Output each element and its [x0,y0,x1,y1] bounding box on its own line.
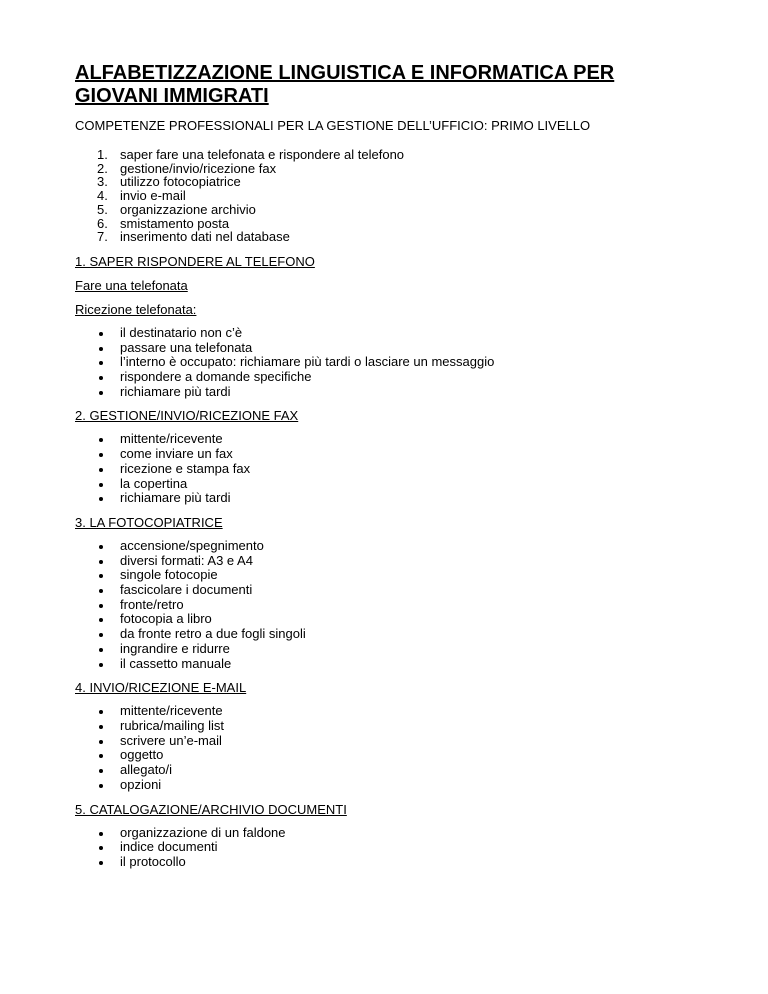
bullet-icon [99,347,103,351]
bullet-icon [99,648,103,652]
list-item [75,355,695,370]
list-item [75,657,695,672]
section-heading: 3. LA FOTOCOPIATRICE [75,514,223,530]
list-item [75,763,695,778]
list-item-text: mittente/ricevente [120,431,223,447]
outline-text: utilizzo fotocopiatrice [120,174,241,190]
outline-text: organizzazione archivio [120,201,256,217]
list-item-text: passare una telefonata [120,339,253,355]
list-item [75,385,695,400]
list-item-text: oggetto [120,747,164,763]
bullet-icon [99,769,103,773]
list-item [75,568,695,583]
list-item-text: indice documenti [120,839,218,855]
bullet-icon [99,560,103,564]
list-item [75,855,695,870]
list-item [75,462,695,477]
outline-item [75,217,695,231]
list-item-text: richiamare più tardi [120,490,231,506]
bullet-icon [99,574,103,578]
list-item [75,748,695,763]
subsection-heading: Fare una telefonata [75,277,188,293]
bullet-icon [99,754,103,758]
bullet-icon [99,545,103,549]
bullet-list [75,826,695,870]
list-item-text: organizzazione di un faldone [120,824,286,840]
section-heading: 2. GESTIONE/INVIO/RICEZIONE FAX [75,408,299,424]
list-item [75,598,695,613]
bullet-icon [99,725,103,729]
list-item [75,826,695,841]
document-page [75,62,695,879]
bullet-icon [99,832,103,836]
outline-number: 3. [97,174,108,190]
bullet-icon [99,663,103,667]
bullet-icon [99,468,103,472]
bullet-icon [99,846,103,850]
list-item [75,642,695,657]
bullet-icon [99,361,103,365]
list-item-text: rispondere a domande specifiche [120,369,312,385]
list-item [75,326,695,341]
list-item [75,447,695,462]
list-item-text: ingrandire e ridurre [120,640,230,656]
list-item-text: fronte/retro [120,596,184,612]
list-item-text: singole fotocopie [120,567,218,583]
list-item-text: rubrica/mailing list [120,717,225,733]
bullet-list [75,326,695,400]
bullet-icon [99,710,103,714]
list-item-text: il cassetto manuale [120,655,232,671]
list-item [75,840,695,855]
bullet-icon [99,861,103,865]
document-title: ALFABETIZZAZIONE LINGUISTICA E INFORMATICA PER GIOVANI IMMIGRATI [75,62,615,107]
bullet-list [75,539,695,671]
list-item [75,341,695,356]
outline-number: 4. [97,188,108,204]
outline-item [75,175,695,189]
outline-list [75,148,695,244]
outline-number: 1. [97,147,108,162]
outline-number: 5. [97,201,108,217]
list-item-text: fotocopia a libro [120,611,212,627]
bullet-icon [99,391,103,395]
section-heading: 1. SAPER RISPONDERE AL TELEFONO [75,253,315,269]
outline-number: 6. [97,215,108,231]
list-item [75,539,695,554]
outline-item [75,162,695,176]
section-heading: 4. INVIO/RICEZIONE E-MAIL [75,680,247,696]
list-item [75,734,695,749]
list-item [75,370,695,385]
list-item [75,778,695,793]
list-item-text: come inviare un fax [120,446,233,462]
document-subtitle: COMPETENZE PROFESSIONALI PER LA GESTIONE DELL’UFFICIO: PRIMO LIVELLO [75,118,591,133]
bullet-icon [99,497,103,501]
list-item-text: il destinatario non c’è [120,324,243,340]
bullet-icon [99,483,103,487]
list-item [75,554,695,569]
bullet-icon [99,332,103,336]
list-item [75,704,695,719]
list-item [75,627,695,642]
outline-text: inserimento dati nel database [120,229,290,245]
list-item-text: richiamare più tardi [120,383,231,399]
bullet-icon [99,376,103,380]
bullet-icon [99,604,103,608]
list-item-text: l’interno è occupato: richiamare più tardi o lasciare un messaggio [120,354,495,370]
bullet-icon [99,438,103,442]
bullet-icon [99,589,103,593]
bullet-list [75,432,695,506]
list-item [75,432,695,447]
bullet-icon [99,453,103,457]
list-item-text: ricezione e stampa fax [120,460,251,476]
list-item-text: la copertina [120,475,188,491]
outline-item [75,230,695,244]
outline-text: saper fare una telefonata e rispondere al telefono [120,147,405,162]
outline-item [75,148,695,162]
list-item-text: fascicolare i documenti [120,582,253,598]
outline-text: gestione/invio/ricezione fax [120,160,277,176]
list-item-text: diversi formati: A3 e A4 [120,552,253,568]
outline-number: 2. [97,160,108,176]
list-item [75,477,695,492]
list-item [75,491,695,506]
list-item-text: allegato/i [120,762,173,778]
outline-item [75,203,695,217]
list-item-text: opzioni [120,776,162,792]
bullet-list [75,704,695,792]
list-item-text: scrivere un’e-mail [120,732,222,748]
bullet-icon [99,784,103,788]
outline-item [75,189,695,203]
outline-text: smistamento posta [120,215,230,231]
list-item-text: accensione/spegnimento [120,537,264,553]
subsection-heading: Ricezione telefonata: [75,301,197,317]
bullet-icon [99,633,103,637]
list-item-text: il protocollo [120,853,186,869]
list-item [75,612,695,627]
list-item [75,583,695,598]
outline-number: 7. [97,229,108,245]
bullet-icon [99,618,103,622]
list-item-text: mittente/ricevente [120,703,223,719]
bullet-icon [99,740,103,744]
list-item [75,719,695,734]
list-item-text: da fronte retro a due fogli singoli [120,626,306,642]
section-heading: 5. CATALOGAZIONE/ARCHIVIO DOCUMENTI [75,801,347,817]
outline-text: invio e-mail [120,188,186,204]
